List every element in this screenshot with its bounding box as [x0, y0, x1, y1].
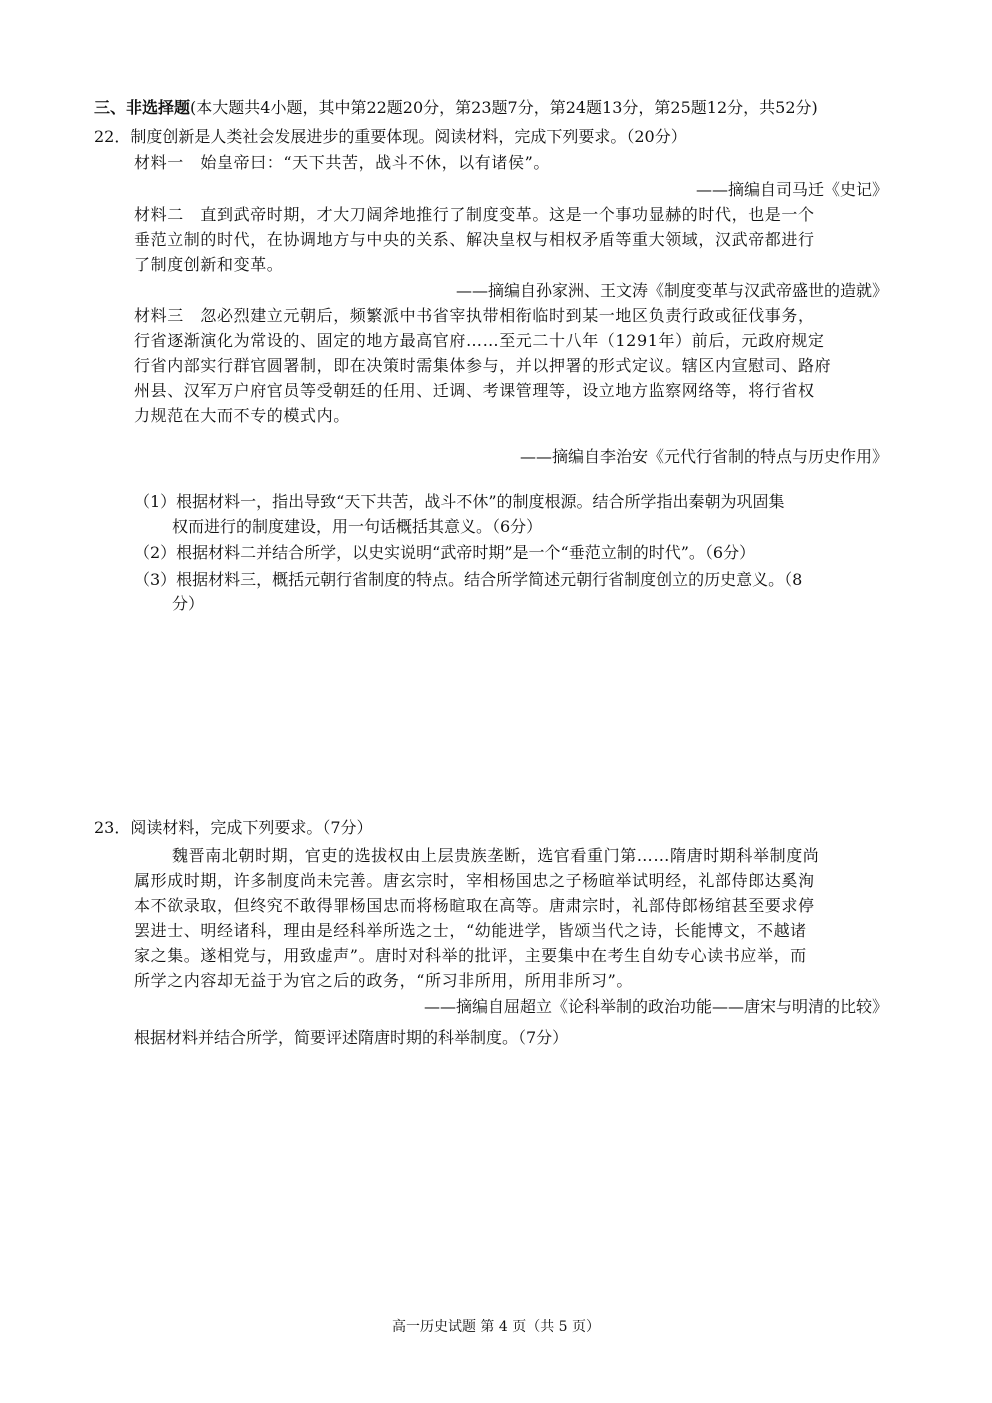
page-footer: 高一历史试题 第 4 页（共 5 页）	[391, 1319, 601, 1335]
q23-source: ——摘编自屈超立《论科举制的政治功能——唐宋与明清的比较》	[423, 997, 888, 1016]
q22-material-3-line: 力规范在大而不专的模式内。	[134, 406, 350, 425]
q22-material-2-line: 材料二 直到武帝时期，才大刀阔斧地推行了制度变革。这是一个事功显赫的时代，也是一个	[134, 205, 815, 224]
q22-material-2-line: 了制度创新和变革。	[134, 255, 284, 274]
q22-subquestion: 权而进行的制度建设，用一句话概括其意义。（6分）	[172, 517, 543, 536]
q22-material-3-line: 州县、汉军万户府官员等受朝廷的任用、迁调、考课管理等，设立地方监察网络等，将行省权	[134, 381, 815, 400]
q22-material-1: 材料一 始皇帝曰：“天下共苦，战斗不休，以有诸侯”。	[134, 153, 550, 172]
q23-question: 根据材料并结合所学，简要评述隋唐时期的科举制度。（7分）	[134, 1028, 569, 1047]
q23-material-line: 家之集。遂相党与，用致虚声”。唐时对科举的批评，主要集中在考生自幼专心读书应举，而	[134, 946, 807, 965]
q22-subquestion: （1）根据材料一，指出导致“天下共苦，战斗不休”的制度根源。结合所学指出秦朝为巩固集	[134, 492, 785, 511]
q22-material-2-source: ——摘编自孙家洲、王文涛《制度变革与汉武帝盛世的造就》	[455, 281, 888, 300]
section-note: (本大题共4小题，其中第22题20分，第23题7分，第24题13分，第25题12分，共52分)	[190, 98, 818, 117]
section-title: 三、非选择题	[94, 98, 191, 117]
q22-material-2-line: 垂范立制的时代，在协调地方与中央的关系、解决皇权与相权矛盾等重大领域，汉武帝都进行	[134, 230, 815, 249]
q23-material-line: 本不欲录取，但终究不敢得罪杨国忠而将杨暄取在高等。唐肃宗时，礼部侍郎杨绾甚至要求停	[134, 896, 815, 915]
q22-subquestion: （3）根据材料三，概括元朝行省制度的特点。结合所学简述元朝行省制度创立的历史意义。（8	[134, 570, 803, 589]
q23-material-line: 所学之内容却无益于为官之后的政务，“所习非所用，所用非所习”。	[134, 971, 633, 990]
q22-material-3-line: 行省内部实行群官圆署制，即在决策时需集体参与，并以押署的形式定议。辖区内宣慰司、路府	[134, 356, 832, 375]
q23-stem: 23．阅读材料，完成下列要求。（7分）	[94, 818, 373, 837]
q22-material-3-line: 行省逐渐演化为常设的、固定的地方最高官府……至元二十八年（1291年）前后，元政府规定	[134, 331, 825, 350]
q22-subquestion: （2）根据材料二并结合所学，以史实说明“武帝时期”是一个“垂范立制的时代”。（6分）	[134, 543, 756, 562]
q23-material-line: 属形成时期，许多制度尚未完善。唐玄宗时，宰相杨国忠之子杨暄举试明经，礼部侍郎达奚洵	[134, 871, 815, 890]
q22-material-1-source: ——摘编自司马迁《史记》	[695, 180, 888, 199]
q22-material-3-source: ——摘编自李治安《元代行省制的特点与历史作用》	[519, 447, 888, 466]
q23-material-line: 罢进士、明经诸科，理由是经科举所选之士，“幼能进学，皆颂当代之诗，长能博文，不越诸	[134, 921, 807, 940]
q22-stem: 22．制度创新是人类社会发展进步的重要体现。阅读材料，完成下列要求。（20分）	[94, 127, 687, 146]
q22-subquestion: 分）	[172, 594, 205, 613]
q23-material-line: 魏晋南北朝时期，官吏的选拔权由上层贵族垄断，选官看重门第……隋唐时期科举制度尚	[172, 846, 820, 865]
section-header	[94, 98, 818, 118]
q22-material-3-line: 材料三 忽必烈建立元朝后，频繁派中书省宰执带相衔临时到某一地区负责行政或征伐事务，	[134, 306, 815, 325]
